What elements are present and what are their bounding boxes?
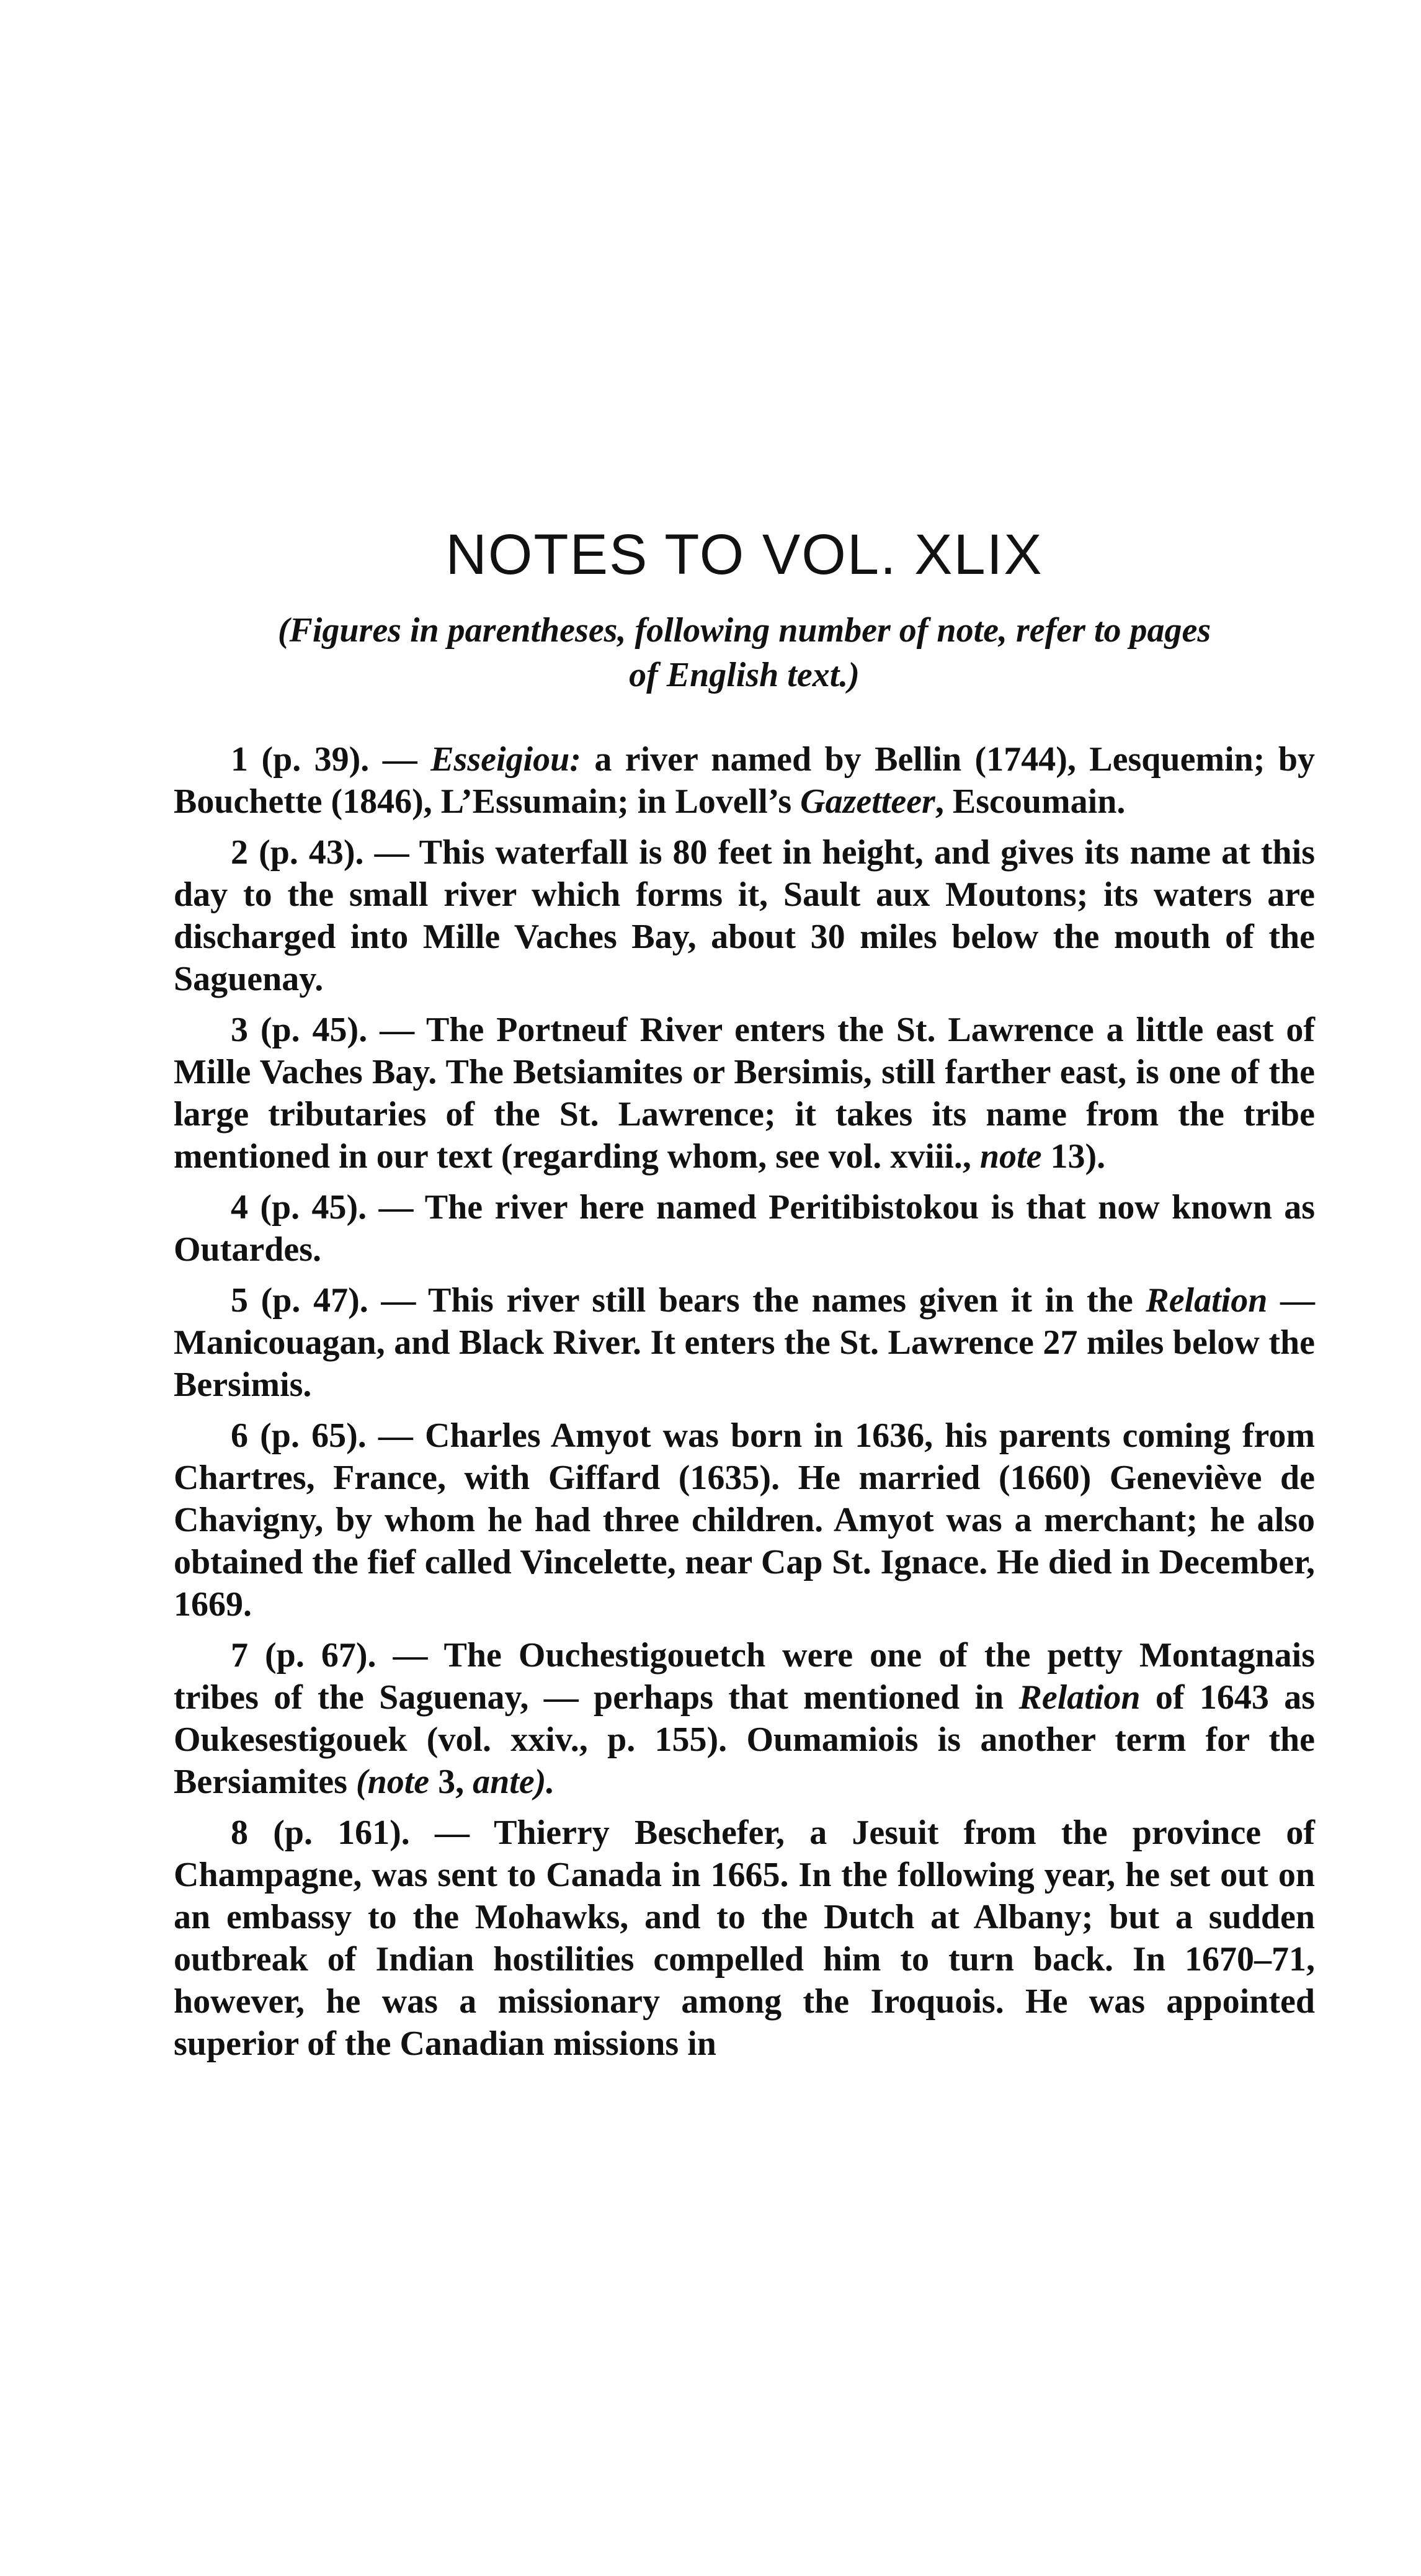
note-number: 7 [231, 1636, 248, 1675]
note-page-ref: (p. 65). [260, 1416, 367, 1455]
note-text: — The river here named Peritibistokou is that now known as Outardes. [174, 1188, 1316, 1269]
note-paragraph [174, 1279, 1315, 1406]
note-text: of 1643 as Oukesestigouek (vol. xxiv., p. 155). Oumamiois is another term for the Bersiamites [174, 1678, 1315, 1801]
note-italic-text: Relation [1018, 1678, 1141, 1717]
note-page-ref: (p. 47). [261, 1281, 368, 1320]
note-italic-text: Esseigiou: [430, 740, 581, 779]
note-text: — The Portneuf River enters the St. Lawrence a little east of Mille Vaches Bay. The Betsiamites or Bersimis, still farther east, is one of the large tributaries of the St. Lawrence; it takes its name from the tribe mentioned in our text (regarding whom, see vol. xviii., [174, 1011, 1316, 1176]
note-page-ref: (p. 43). [259, 833, 364, 872]
note-text: 13). [1041, 1137, 1106, 1176]
note-number: 4 [231, 1188, 248, 1227]
note-page-ref: (p. 161). [273, 1813, 410, 1852]
note-page-ref: (p. 67). [265, 1636, 376, 1675]
note-text: — This river still bears the names given it in the [368, 1281, 1146, 1320]
note-number: 5 [231, 1281, 248, 1320]
note-paragraph [174, 1415, 1315, 1626]
note-paragraph [174, 831, 1315, 1000]
note-number: 2 [231, 833, 248, 872]
note-page-ref: (p. 39). [261, 740, 370, 779]
page-subtitle [174, 608, 1315, 697]
note-paragraph [174, 1186, 1315, 1271]
note-text: — Charles Amyot was born in 1636, his parents coming from Chartres, France, with Giffard (1635). He married (1660) Geneviève de Chavigny, by whom he had three children. Amyot was a merchant; he also obtained the fief called Vincelette, near Cap St. Ignace. He died in December, 1669. [174, 1416, 1316, 1624]
notes-list [174, 738, 1315, 2073]
note-text: — Thierry Beschefer, a Jesuit from the province of Champagne, was sent to Canada in 1665. In the following year, he set out on an embassy to the Mohawks, and to the Dutch at Albany; but a sudden outbreak of Indian hostilities compelled him to turn back. In 1670–71, however, he was a missionary among the Iroquois. He was appointed superior of the Canadian missions in [174, 1813, 1315, 2063]
note-italic-text: Gazetteer [800, 782, 935, 821]
note-text: 3, [429, 1763, 473, 1801]
subtitle-line-1: (Figures in parentheses, following number of note, refer to pages [277, 611, 1211, 650]
note-text: — Manicouagan, and Black River. It enters the St. Lawrence 27 miles below the Bersimis. [174, 1281, 1316, 1404]
note-number: 3 [231, 1011, 248, 1049]
note-page-ref: (p. 45). [260, 1011, 368, 1049]
page-title: NOTES TO VOL. XLIX [445, 522, 1043, 586]
note-text: , Escoumain. [935, 782, 1126, 821]
note-italic-text: ante). [473, 1763, 555, 1801]
note-text: — [369, 740, 431, 779]
note-italic-text: (note [355, 1763, 430, 1801]
document-page [174, 0, 1315, 2576]
note-number: 8 [231, 1813, 248, 1852]
subtitle-line-2: of English text.) [629, 656, 860, 694]
note-italic-text: note [979, 1137, 1042, 1176]
note-paragraph [174, 1634, 1315, 1803]
note-number: 1 [231, 740, 248, 779]
note-paragraph [174, 1812, 1315, 2065]
note-text: a river named by Bellin (1744), Lesquemin; by Bouchette (1846), L’Essumain; in Lovell’s [174, 740, 1316, 821]
note-number: 6 [231, 1416, 248, 1455]
note-paragraph [174, 738, 1315, 823]
note-italic-text: Relation [1146, 1281, 1268, 1320]
note-text: — The Ouchestigouetch were one of the petty Montagnais tribes of the Saguenay, — perhaps that mentioned in [174, 1636, 1315, 1717]
note-page-ref: (p. 45). [260, 1188, 367, 1227]
note-text: — This waterfall is 80 feet in height, and gives its name at this day to the small river which forms it, Sault aux Moutons; its waters are discharged into Mille Vaches Bay, about 30 miles below the mouth of the Saguenay. [174, 833, 1315, 998]
note-paragraph [174, 1009, 1315, 1178]
